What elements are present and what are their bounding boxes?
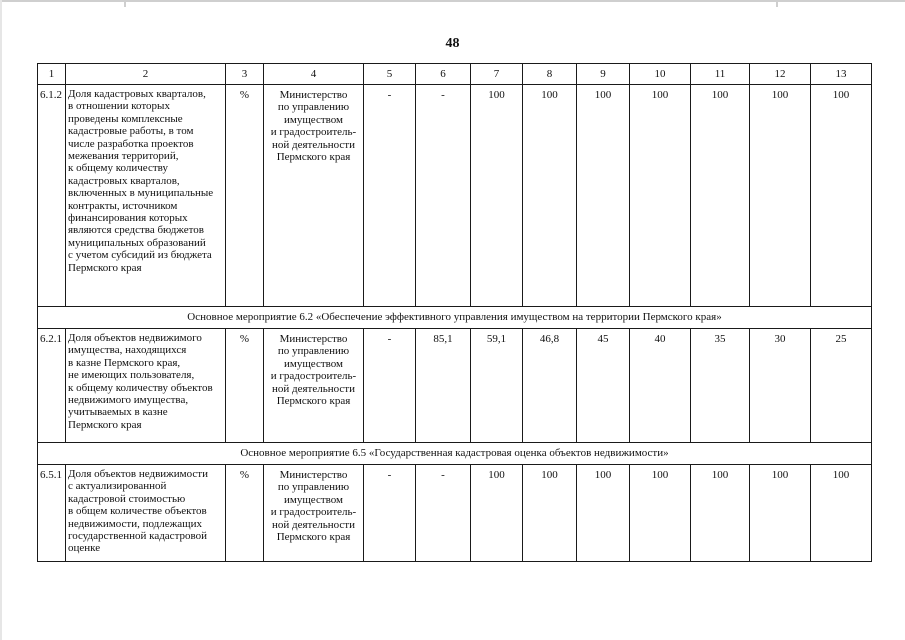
- name-line: недвижимости, подлежащих: [68, 517, 202, 530]
- org-line: и градостроитель-: [270, 370, 357, 383]
- value-cell: 46,8: [523, 329, 577, 443]
- section-row: [38, 307, 872, 329]
- org-line: ной деятельности: [272, 382, 355, 395]
- value-cell: 100: [691, 465, 750, 562]
- org-line: имуществом: [283, 493, 344, 506]
- name-line: к общему количеству объектов: [68, 381, 213, 394]
- row-number: 6.2.1: [38, 329, 66, 443]
- page-top-edge: [0, 0, 905, 2]
- table-row: [38, 465, 872, 562]
- value-cell: 100: [630, 465, 691, 562]
- row-number: 6.5.1: [38, 465, 66, 562]
- responsible-org: [264, 85, 364, 307]
- name-line: контракты, источником: [68, 199, 178, 212]
- name-line: с учетом субсидий из бюджета: [68, 249, 212, 262]
- value-cell: 100: [750, 85, 811, 307]
- value-cell: 45: [577, 329, 630, 443]
- header-cell: 12: [750, 64, 811, 85]
- value-cell: -: [364, 329, 416, 443]
- name-line: проведены комплексные: [68, 112, 183, 125]
- org-line: по управлению: [277, 345, 350, 358]
- name-line: Пермского края: [68, 418, 142, 431]
- name-line: финансирования которых: [68, 212, 188, 225]
- name-line: муниципальных образований: [68, 236, 206, 249]
- org-line: Пермского края: [276, 151, 351, 164]
- header-cell: 11: [691, 64, 750, 85]
- value-cell: 59,1: [471, 329, 523, 443]
- org-line: Министерство: [279, 333, 348, 345]
- name-line: учитываемых в казне: [68, 406, 168, 419]
- responsible-org: [264, 465, 364, 562]
- name-line: не имеющих пользователя,: [68, 369, 195, 382]
- org-line: и градостроитель-: [270, 126, 357, 139]
- value-cell: 100: [691, 85, 750, 307]
- value-cell: 85,1: [416, 329, 471, 443]
- name-line: недвижимого имущества,: [68, 394, 189, 407]
- value-cell: -: [416, 85, 471, 307]
- name-line: являются средства бюджетов: [68, 224, 204, 237]
- unit-cell: %: [226, 465, 264, 562]
- page-number: 48: [445, 36, 460, 51]
- org-line: Пермского края: [276, 531, 351, 544]
- header-cell: 7: [471, 64, 523, 85]
- name-line: числе разработка проектов: [68, 137, 194, 150]
- header-row: [38, 64, 872, 85]
- header-cell: 13: [811, 64, 872, 85]
- name-line: межевания территорий,: [68, 150, 179, 163]
- name-line: кадастровых кварталов,: [68, 174, 180, 187]
- value-cell: 100: [523, 465, 577, 562]
- header-cell: 9: [577, 64, 630, 85]
- name-line: оценке: [68, 542, 101, 555]
- value-cell: 100: [577, 465, 630, 562]
- name-line: кадастровой стоимостью: [68, 492, 186, 505]
- value-cell: 100: [577, 85, 630, 307]
- org-line: ной деятельности: [272, 138, 355, 151]
- header-cell: 2: [66, 64, 226, 85]
- name-line: Пермского края: [68, 261, 142, 274]
- value-cell: 40: [630, 329, 691, 443]
- header-cell: 1: [38, 64, 66, 85]
- value-cell: -: [364, 465, 416, 562]
- value-cell: 100: [523, 85, 577, 307]
- value-cell: 25: [811, 329, 872, 443]
- org-line: и градостроитель-: [270, 506, 357, 519]
- value-cell: 30: [750, 329, 811, 443]
- section-title: Основное мероприятие 6.2 «Обеспечение эффективного управления имуществом на территории Пермского края»: [38, 307, 872, 329]
- row-number: 6.1.2: [38, 85, 66, 307]
- header-cell: 3: [226, 64, 264, 85]
- indicator-name: [66, 85, 226, 307]
- edge-tick: [124, 0, 126, 7]
- indicator-name: [66, 329, 226, 443]
- value-cell: 100: [811, 85, 872, 307]
- value-cell: 100: [811, 465, 872, 562]
- name-line: Доля кадастровых кварталов,: [68, 88, 206, 100]
- org-line: Министерство: [279, 469, 348, 481]
- value-cell: -: [364, 85, 416, 307]
- org-line: по управлению: [277, 481, 350, 494]
- org-line: имуществом: [283, 113, 344, 126]
- org-line: имуществом: [283, 357, 344, 370]
- section-title: Основное мероприятие 6.5 «Государственная кадастровая оценка объектов недвижимости»: [38, 443, 872, 465]
- header-cell: 4: [264, 64, 364, 85]
- name-line: в общем количестве объектов: [68, 505, 207, 518]
- value-cell: 100: [471, 465, 523, 562]
- page-left-edge: [0, 0, 2, 640]
- table-row: [38, 329, 872, 443]
- header-cell: 5: [364, 64, 416, 85]
- org-line: Пермского края: [276, 395, 351, 408]
- header-cell: 8: [523, 64, 577, 85]
- section-row: [38, 443, 872, 465]
- org-line: Министерство: [279, 89, 348, 101]
- responsible-org: [264, 329, 364, 443]
- name-line: Доля объектов недвижимого: [68, 332, 202, 344]
- value-cell: 100: [471, 85, 523, 307]
- unit-cell: %: [226, 329, 264, 443]
- indicator-table: [37, 63, 872, 562]
- org-line: ной деятельности: [272, 518, 355, 531]
- name-line: к общему количеству: [68, 162, 168, 175]
- name-line: в казне Пермского края,: [68, 356, 181, 369]
- org-line: по управлению: [277, 101, 350, 114]
- header-cell: 10: [630, 64, 691, 85]
- edge-tick: [776, 0, 778, 7]
- unit-cell: %: [226, 85, 264, 307]
- header-cell: 6: [416, 64, 471, 85]
- name-line: включенных в муниципальные: [68, 187, 214, 200]
- value-cell: -: [416, 465, 471, 562]
- name-line: в отношении которых: [68, 100, 170, 113]
- name-line: Доля объектов недвижимости: [68, 468, 208, 480]
- name-line: с актуализированной: [68, 480, 167, 493]
- value-cell: 35: [691, 329, 750, 443]
- value-cell: 100: [630, 85, 691, 307]
- indicator-name: [66, 465, 226, 562]
- name-line: имущества, находящихся: [68, 344, 187, 357]
- table-row: [38, 85, 872, 307]
- value-cell: 100: [750, 465, 811, 562]
- name-line: государственной кадастровой: [68, 530, 208, 543]
- name-line: кадастровые работы, в том: [68, 125, 194, 138]
